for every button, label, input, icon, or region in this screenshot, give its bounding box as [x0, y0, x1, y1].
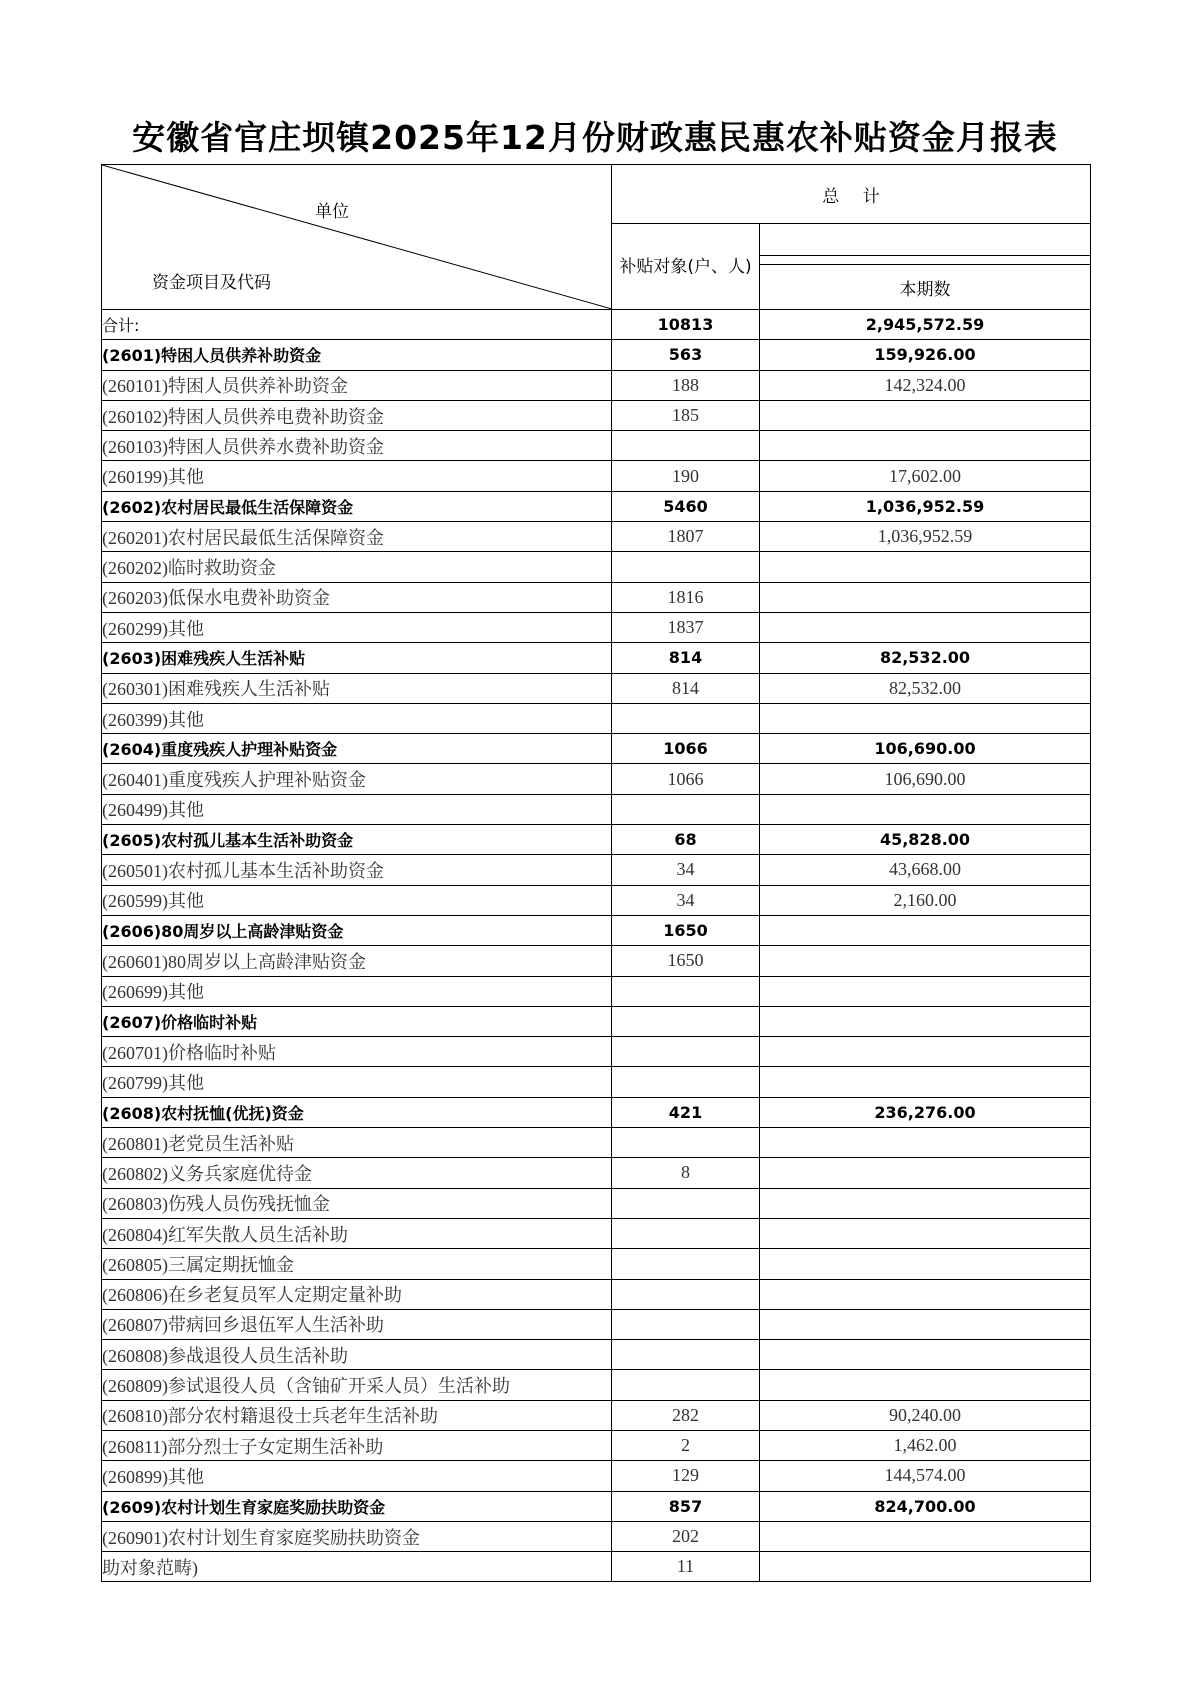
count-cell	[612, 976, 760, 1006]
count-cell: 202	[612, 1521, 760, 1551]
amount-cell	[760, 915, 1091, 945]
amount-cell: 144,574.00	[760, 1461, 1091, 1491]
item-name-cell: 合计:	[102, 310, 612, 340]
count-cell	[612, 1370, 760, 1400]
item-name-cell: (260806)在乡老复员军人定期定量补助	[102, 1279, 612, 1309]
table-row	[102, 825, 1091, 855]
table-row	[102, 1188, 1091, 1218]
item-name-cell: (2605)农村孤儿基本生活补助资金	[102, 825, 612, 855]
item-name-cell: (260804)红军失散人员生活补助	[102, 1218, 612, 1248]
item-name-cell: (2602)农村居民最低生活保障资金	[102, 491, 612, 521]
count-cell	[612, 1249, 760, 1279]
amount-cell	[760, 431, 1091, 461]
amount-cell	[760, 1128, 1091, 1158]
count-cell: 1066	[612, 734, 760, 764]
item-name-cell: (260809)参试退役人员（含铀矿开采人员）生活补助	[102, 1370, 612, 1400]
count-cell	[612, 1309, 760, 1339]
amount-cell	[760, 1249, 1091, 1279]
item-name-cell: (260699)其他	[102, 976, 612, 1006]
table-row	[102, 310, 1091, 340]
count-cell: 857	[612, 1491, 760, 1521]
count-cell: 10813	[612, 310, 760, 340]
item-name-cell: (260601)80周岁以上高龄津贴资金	[102, 946, 612, 976]
item-name-cell: (2604)重度残疾人护理补贴资金	[102, 734, 612, 764]
table-row	[102, 946, 1091, 976]
amount-cell: 106,690.00	[760, 734, 1091, 764]
item-name-cell: (260599)其他	[102, 885, 612, 915]
item-name-cell: (260799)其他	[102, 1067, 612, 1097]
amount-cell	[760, 1218, 1091, 1248]
amount-cell: 142,324.00	[760, 370, 1091, 400]
count-cell	[612, 431, 760, 461]
amount-cell: 17,602.00	[760, 461, 1091, 491]
amount-cell	[760, 1158, 1091, 1188]
amount-cell: 236,276.00	[760, 1097, 1091, 1127]
table-row	[102, 1552, 1091, 1582]
table-row	[102, 370, 1091, 400]
item-name-cell: (260803)伤残人员伤残抚恤金	[102, 1188, 612, 1218]
amount-cell: 82,532.00	[760, 673, 1091, 703]
table-row	[102, 1461, 1091, 1491]
amount-cell	[760, 1309, 1091, 1339]
table-row	[102, 703, 1091, 733]
count-cell: 563	[612, 340, 760, 370]
header-total: 总 计	[612, 165, 1091, 224]
amount-cell: 106,690.00	[760, 764, 1091, 794]
table-row	[102, 431, 1091, 461]
table-row	[102, 1097, 1091, 1127]
item-name-cell: (260811)部分烈士子女定期生活补助	[102, 1430, 612, 1460]
amount-cell: 43,668.00	[760, 855, 1091, 885]
item-name-cell: (260901)农村计划生育家庭奖励扶助资金	[102, 1521, 612, 1551]
item-name-cell: 助对象范畴)	[102, 1552, 612, 1582]
table-row	[102, 1309, 1091, 1339]
table-row	[102, 1067, 1091, 1097]
count-cell: 11	[612, 1552, 760, 1582]
count-cell	[612, 703, 760, 733]
table-row	[102, 1218, 1091, 1248]
table-row	[102, 1158, 1091, 1188]
table-row	[102, 612, 1091, 642]
amount-cell: 824,700.00	[760, 1491, 1091, 1521]
header-row-1	[102, 165, 1091, 224]
count-cell: 8	[612, 1158, 760, 1188]
table-row	[102, 491, 1091, 521]
table-row	[102, 885, 1091, 915]
header-blank-cell	[760, 224, 1091, 256]
item-name-cell: (260103)特困人员供养水费补助资金	[102, 431, 612, 461]
amount-cell: 159,926.00	[760, 340, 1091, 370]
table-row	[102, 1400, 1091, 1430]
count-cell: 814	[612, 643, 760, 673]
amount-cell	[760, 946, 1091, 976]
table-row	[102, 1006, 1091, 1036]
table-row	[102, 1491, 1091, 1521]
header-blank-cell-2	[760, 256, 1091, 265]
count-cell	[612, 1128, 760, 1158]
item-name-cell: (260899)其他	[102, 1461, 612, 1491]
amount-cell: 90,240.00	[760, 1400, 1091, 1430]
item-name-cell: (260101)特困人员供养补助资金	[102, 370, 612, 400]
count-cell: 282	[612, 1400, 760, 1430]
item-name-cell: (260203)低保水电费补助资金	[102, 582, 612, 612]
count-cell: 421	[612, 1097, 760, 1127]
count-cell: 1807	[612, 522, 760, 552]
amount-cell	[760, 1006, 1091, 1036]
table-row	[102, 340, 1091, 370]
amount-cell	[760, 703, 1091, 733]
count-cell	[612, 1006, 760, 1036]
item-name-cell: (260202)临时救助资金	[102, 552, 612, 582]
amount-cell: 82,532.00	[760, 643, 1091, 673]
table-row	[102, 643, 1091, 673]
amount-cell	[760, 1067, 1091, 1097]
item-name-cell: (260501)农村孤儿基本生活补助资金	[102, 855, 612, 885]
amount-cell: 2,160.00	[760, 885, 1091, 915]
item-name-cell: (260499)其他	[102, 794, 612, 824]
count-cell	[612, 1340, 760, 1370]
item-name-cell: (260802)义务兵家庭优待金	[102, 1158, 612, 1188]
table-row	[102, 976, 1091, 1006]
amount-cell	[760, 1340, 1091, 1370]
count-cell	[612, 794, 760, 824]
item-name-cell: (260805)三属定期抚恤金	[102, 1249, 612, 1279]
amount-cell	[760, 976, 1091, 1006]
amount-cell	[760, 1037, 1091, 1067]
amount-cell	[760, 794, 1091, 824]
amount-cell: 45,828.00	[760, 825, 1091, 855]
count-cell: 814	[612, 673, 760, 703]
item-name-cell: (260399)其他	[102, 703, 612, 733]
table-row	[102, 522, 1091, 552]
amount-cell	[760, 1370, 1091, 1400]
count-cell: 1837	[612, 612, 760, 642]
table-row	[102, 915, 1091, 945]
count-cell: 185	[612, 400, 760, 430]
item-name-cell: (2607)价格临时补贴	[102, 1006, 612, 1036]
amount-cell	[760, 1188, 1091, 1218]
count-cell: 5460	[612, 491, 760, 521]
amount-cell: 1,036,952.59	[760, 522, 1091, 552]
item-name-cell: (260807)带病回乡退伍军人生活补助	[102, 1309, 612, 1339]
count-cell: 2	[612, 1430, 760, 1460]
header-current-period: 本期数	[760, 265, 1091, 310]
amount-cell: 1,462.00	[760, 1430, 1091, 1460]
item-name-cell: (260401)重度残疾人护理补贴资金	[102, 764, 612, 794]
count-cell	[612, 1037, 760, 1067]
count-cell	[612, 1188, 760, 1218]
table-row	[102, 1340, 1091, 1370]
item-name-cell: (2601)特困人员供养补助资金	[102, 340, 612, 370]
count-cell: 1816	[612, 582, 760, 612]
count-cell	[612, 1218, 760, 1248]
item-name-cell: (260301)困难残疾人生活补贴	[102, 673, 612, 703]
table-row	[102, 734, 1091, 764]
table-row	[102, 461, 1091, 491]
count-cell	[612, 1279, 760, 1309]
item-name-cell: (2608)农村抚恤(优抚)资金	[102, 1097, 612, 1127]
count-cell: 188	[612, 370, 760, 400]
count-cell: 1066	[612, 764, 760, 794]
count-cell: 1650	[612, 915, 760, 945]
page-title: 安徽省官庄坝镇2025年12月份财政惠民惠农补贴资金月报表	[132, 118, 1058, 157]
subsidy-report-table	[101, 164, 1091, 1582]
count-cell: 68	[612, 825, 760, 855]
amount-cell	[760, 612, 1091, 642]
table-row	[102, 673, 1091, 703]
amount-cell	[760, 1521, 1091, 1551]
count-cell: 129	[612, 1461, 760, 1491]
table-row	[102, 1279, 1091, 1309]
table-row	[102, 1037, 1091, 1067]
table-row	[102, 552, 1091, 582]
header-unit-label: 单位	[315, 202, 349, 222]
item-name-cell: (260810)部分农村籍退役士兵老年生活补助	[102, 1400, 612, 1430]
amount-cell	[760, 552, 1091, 582]
table-row	[102, 1430, 1091, 1460]
table-row	[102, 764, 1091, 794]
count-cell	[612, 1067, 760, 1097]
count-cell: 190	[612, 461, 760, 491]
item-name-cell: (260102)特困人员供养电费补助资金	[102, 400, 612, 430]
item-name-cell: (2603)困难残疾人生活补贴	[102, 643, 612, 673]
count-cell: 1650	[612, 946, 760, 976]
table-row	[102, 794, 1091, 824]
header-subsidy-objects: 补贴对象(户、人)	[612, 224, 760, 310]
amount-cell	[760, 1279, 1091, 1309]
table-row	[102, 1249, 1091, 1279]
item-name-cell: (2609)农村计划生育家庭奖励扶助资金	[102, 1491, 612, 1521]
count-cell	[612, 552, 760, 582]
item-name-cell: (260299)其他	[102, 612, 612, 642]
item-name-cell: (2606)80周岁以上高龄津贴资金	[102, 915, 612, 945]
item-name-cell: (260199)其他	[102, 461, 612, 491]
count-cell: 34	[612, 885, 760, 915]
table-row	[102, 1521, 1091, 1551]
item-name-cell: (260801)老党员生活补贴	[102, 1128, 612, 1158]
amount-cell	[760, 400, 1091, 430]
header-item-label: 资金项目及代码	[152, 273, 271, 293]
table-row	[102, 1370, 1091, 1400]
item-name-cell: (260201)农村居民最低生活保障资金	[102, 522, 612, 552]
table-row	[102, 400, 1091, 430]
amount-cell: 1,036,952.59	[760, 491, 1091, 521]
diagonal-header-cell	[102, 165, 612, 310]
table-row	[102, 1128, 1091, 1158]
count-cell: 34	[612, 855, 760, 885]
table-row	[102, 582, 1091, 612]
amount-cell	[760, 1552, 1091, 1582]
amount-cell: 2,945,572.59	[760, 310, 1091, 340]
item-name-cell: (260808)参战退役人员生活补助	[102, 1340, 612, 1370]
table-row	[102, 855, 1091, 885]
item-name-cell: (260701)价格临时补贴	[102, 1037, 612, 1067]
amount-cell	[760, 582, 1091, 612]
